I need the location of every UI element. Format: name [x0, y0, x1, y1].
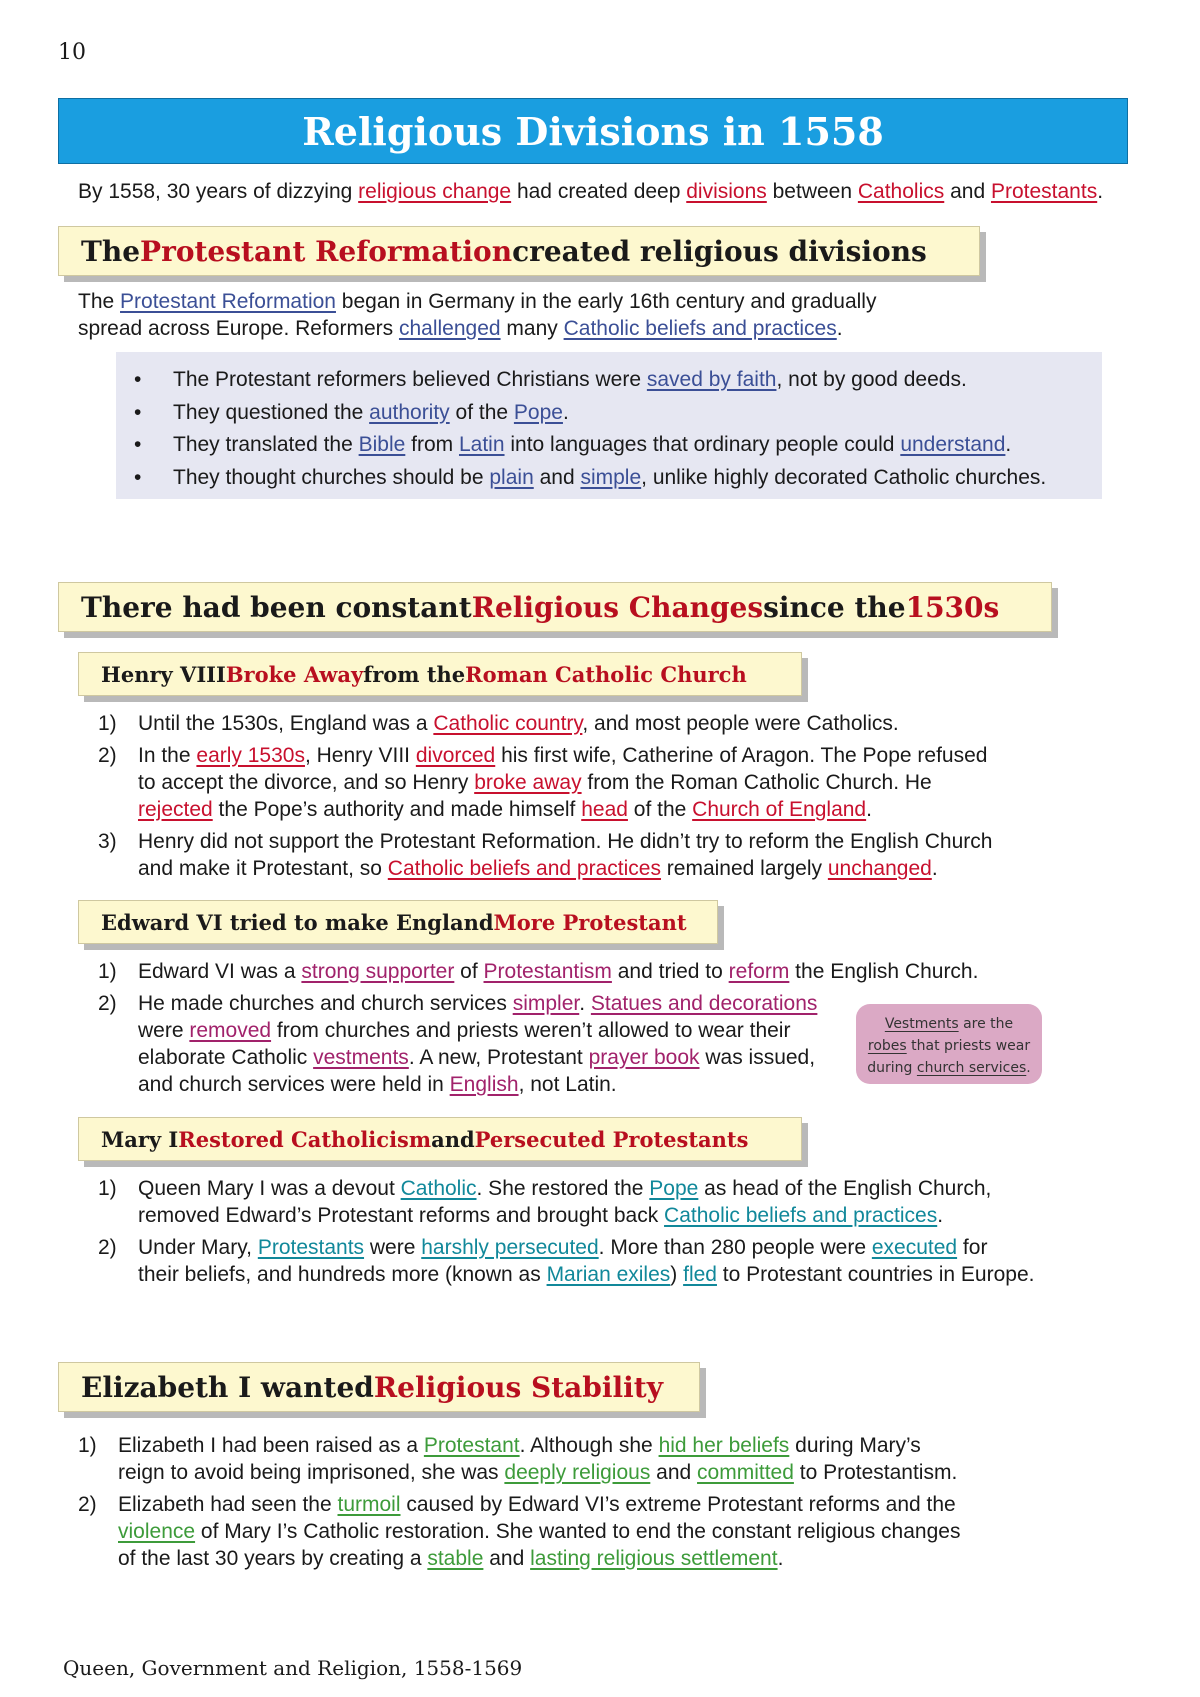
keyword: turmoil	[337, 1493, 401, 1516]
heading-text: Mary I	[101, 1126, 179, 1152]
section-heading-elizabeth	[58, 1362, 700, 1412]
keyword: Protestants	[990, 180, 1098, 203]
text: )	[670, 1263, 684, 1286]
text: many	[500, 317, 564, 340]
keyword: rejected	[138, 798, 213, 821]
heading-text: Elizabeth I wanted	[81, 1370, 374, 1404]
keyword: executed	[871, 1236, 958, 1259]
keyword: religious change	[358, 180, 512, 203]
line	[138, 796, 987, 823]
item-text	[138, 1175, 991, 1229]
page-title: Religious Divisions in 1558	[302, 108, 884, 154]
text: They thought churches should be	[173, 465, 490, 489]
intro-text: By 1558, 30 years of dizzying	[78, 180, 359, 203]
keyword: reform	[728, 960, 790, 983]
keyword: divisions	[686, 180, 767, 203]
heading-highlight: More Protestant	[493, 909, 687, 935]
keyword: removed	[189, 1019, 272, 1042]
text: Elizabeth I had been raised as a	[118, 1434, 424, 1457]
line	[138, 855, 992, 882]
heading-text: The	[81, 234, 141, 268]
line	[138, 958, 978, 985]
paragraph-line	[78, 315, 876, 342]
heading-highlight: Religious Stability	[373, 1370, 663, 1404]
bullet-list	[116, 352, 1102, 494]
intro-paragraph	[78, 178, 1103, 205]
item-number: 1)	[98, 712, 117, 735]
item-number: 3)	[98, 830, 117, 853]
item-number: 1)	[98, 1177, 117, 1200]
section-heading-changes	[58, 582, 1052, 632]
keyword: English	[449, 1073, 519, 1096]
line	[118, 1518, 960, 1545]
text: . Although she	[519, 1434, 659, 1457]
henry-list	[98, 710, 1098, 890]
intro-text: .	[1097, 180, 1104, 203]
paragraph-line	[78, 288, 876, 315]
line	[138, 1044, 817, 1071]
text: spread across Europe. Reformers	[78, 317, 399, 340]
keyword: saved by faith	[646, 368, 777, 391]
text: .	[937, 1204, 944, 1227]
text: .	[836, 317, 843, 340]
text: remained largely	[660, 857, 828, 880]
text: removed Edward’s Protestant reforms and brought back	[138, 1204, 665, 1227]
subheading-mary	[78, 1117, 802, 1161]
keyword: fled	[683, 1263, 717, 1286]
text: and church services were held in	[138, 1073, 450, 1096]
keyword: Catholic beliefs and practices	[664, 1204, 938, 1227]
line	[138, 1261, 1034, 1288]
keyword: Catholic beliefs and practices	[387, 857, 661, 880]
text: of the last 30 years by creating a	[118, 1547, 428, 1570]
text: from churches and priests weren’t allowed to wear their	[271, 1019, 791, 1042]
text: Henry did not support the Protestant Reformation. He didn’t try to reform the English Church	[138, 830, 993, 853]
text: .	[931, 857, 938, 880]
text: the English Church.	[789, 960, 979, 983]
text: .	[866, 798, 872, 821]
mary-list	[98, 1175, 1098, 1295]
elizabeth-list	[78, 1432, 1078, 1582]
line	[118, 1459, 957, 1486]
keyword: Catholic beliefs and practices	[563, 317, 837, 340]
item-number: 1)	[98, 960, 117, 983]
keyword: Vestments	[884, 1016, 959, 1032]
keyword: stable	[427, 1547, 484, 1570]
text: , and most people were Catholics.	[582, 712, 899, 735]
item-text	[138, 958, 978, 985]
item-number: 2)	[98, 1236, 117, 1259]
reformation-bullet-box	[116, 352, 1102, 499]
keyword: early 1530s	[196, 744, 305, 767]
keyword: deeply religious	[504, 1461, 651, 1484]
keyword: hid her beliefs	[658, 1434, 790, 1457]
text: elaborate Catholic	[138, 1046, 314, 1069]
text: and	[533, 465, 581, 489]
item-text	[138, 742, 987, 823]
item-text	[138, 828, 992, 882]
text: Elizabeth had seen the	[118, 1493, 338, 1516]
keyword: Protestants	[257, 1236, 365, 1259]
heading-highlight: Persecuted Protestants	[474, 1126, 749, 1152]
keyword: Protestantism	[483, 960, 612, 983]
line	[138, 769, 987, 796]
intro-text: had created deep	[511, 180, 687, 203]
text: began in Germany in the early 16th century and gradually	[335, 290, 877, 313]
text: for	[957, 1236, 988, 1259]
text: , not by good deeds.	[776, 368, 967, 391]
text: and tried to	[611, 960, 729, 983]
heading-text: from the	[363, 661, 466, 687]
bullet-item	[116, 397, 1102, 430]
text: his first wife, Catherine of Aragon. The Pope refused	[495, 744, 988, 767]
keyword: head	[581, 798, 628, 821]
bullet-item	[116, 364, 1102, 397]
bullet-item	[116, 462, 1102, 495]
keyword: committed	[697, 1461, 794, 1484]
item-number: 2)	[98, 744, 117, 767]
line	[118, 1432, 957, 1459]
line	[138, 1234, 1034, 1261]
line	[138, 828, 992, 855]
text: In the	[138, 744, 197, 767]
heading-highlight: 1530s	[905, 590, 1000, 624]
intro-text: and	[944, 180, 991, 203]
keyword: Catholic country	[433, 712, 583, 735]
text: of the	[449, 400, 514, 424]
text: the Pope’s authority and made himself	[212, 798, 582, 821]
heading-text: created religious divisions	[512, 234, 927, 268]
text: reign to avoid being imprisoned, she was	[118, 1461, 505, 1484]
text: are the	[958, 1016, 1014, 1032]
text: of the	[627, 798, 693, 821]
text: from the Roman Catholic Church. He	[581, 771, 932, 794]
text: into languages that ordinary people could	[504, 433, 901, 456]
bullet-item	[116, 429, 1102, 462]
item-number: 1)	[78, 1434, 97, 1457]
text: to accept the divorce, and so Henry	[138, 771, 475, 794]
line	[138, 1202, 991, 1229]
keyword: authority	[369, 400, 450, 424]
page-footer: Queen, Government and Religion, 1558-1569	[63, 1656, 523, 1680]
text: and	[483, 1547, 531, 1570]
text: that priests wear	[906, 1038, 1031, 1054]
keyword: Catholics	[857, 180, 945, 203]
item-number: 2)	[78, 1493, 97, 1516]
keyword: divorced	[415, 744, 496, 767]
note-line	[856, 1057, 1042, 1079]
heading-highlight: Religious Changes	[471, 590, 764, 624]
keyword: Protestant	[423, 1434, 520, 1457]
keyword: Pope	[513, 400, 563, 424]
text: .	[777, 1547, 784, 1570]
text: caused by Edward VI’s extreme Protestant reforms and the	[400, 1493, 956, 1516]
text: .	[562, 400, 569, 424]
keyword: Statues and decorations	[590, 992, 818, 1015]
text: He made churches and church services	[138, 992, 513, 1015]
item-text	[138, 710, 899, 737]
text: The	[78, 290, 121, 313]
text: was issued,	[699, 1046, 816, 1069]
keyword: Catholic	[400, 1177, 477, 1200]
text: Edward VI was a	[138, 960, 302, 983]
text: were	[138, 1019, 190, 1042]
text: during Mary’s	[789, 1434, 921, 1457]
keyword: Protestant Reformation	[120, 290, 336, 313]
keyword: simpler	[512, 992, 580, 1015]
keyword: robes	[867, 1038, 907, 1054]
keyword: vestments	[313, 1046, 409, 1069]
keyword: Latin	[458, 433, 505, 456]
vestments-note	[856, 1004, 1042, 1084]
keyword: strong supporter	[301, 960, 455, 983]
keyword: plain	[489, 465, 534, 489]
line	[138, 1017, 817, 1044]
text: of Mary I’s Catholic restoration. She wanted to end the constant religious changes	[195, 1520, 961, 1543]
text: .	[1005, 433, 1012, 456]
item-text	[118, 1432, 957, 1486]
keyword: Bible	[358, 433, 406, 456]
heading-text: Edward VI tried to make England	[101, 909, 494, 935]
text: , not Latin.	[518, 1073, 617, 1096]
heading-highlight: Broke Away	[225, 661, 364, 687]
line	[118, 1491, 960, 1518]
heading-highlight: Protestant Reformation	[140, 234, 513, 268]
keyword: Church of England	[692, 798, 867, 821]
text: and make it Protestant, so	[138, 857, 388, 880]
item-text	[138, 990, 817, 1098]
heading-text: and	[431, 1126, 475, 1152]
text: and	[650, 1461, 698, 1484]
reformation-paragraph	[78, 288, 876, 342]
subheading-henry	[78, 652, 802, 696]
line	[138, 1071, 817, 1098]
keyword: understand	[900, 433, 1006, 456]
text: to Protestantism.	[793, 1461, 958, 1484]
keyword: challenged	[398, 317, 501, 340]
text: from	[405, 433, 459, 456]
line	[138, 990, 817, 1017]
text: They questioned the	[173, 400, 370, 424]
section-heading-reformation	[58, 226, 980, 276]
text: their beliefs, and hundreds more (known as	[138, 1263, 547, 1286]
subheading-edward	[78, 900, 718, 944]
keyword: unchanged	[827, 857, 932, 880]
keyword: broke away	[474, 771, 582, 794]
text: were	[364, 1236, 422, 1259]
item-text	[118, 1491, 960, 1572]
text: , unlike highly decorated Catholic churches.	[641, 465, 1047, 489]
title-banner	[58, 98, 1128, 164]
item-text	[138, 1234, 1034, 1288]
text: as head of the English Church,	[698, 1177, 992, 1200]
text: Until the 1530s, England was a	[138, 712, 434, 735]
heading-highlight: Roman Catholic Church	[465, 661, 747, 687]
line	[118, 1545, 960, 1572]
heading-text: Henry VIII	[101, 661, 226, 687]
heading-text: There had been constant	[81, 590, 472, 624]
page-number: 10	[58, 40, 86, 65]
text: The Protestant reformers believed Christians were	[173, 368, 647, 391]
keyword: harshly persecuted	[421, 1236, 599, 1259]
line	[138, 1175, 991, 1202]
item-number: 2)	[98, 992, 117, 1015]
heading-text: since the	[763, 590, 906, 624]
text: of	[454, 960, 484, 983]
text: . A new, Protestant	[408, 1046, 589, 1069]
line	[138, 742, 987, 769]
text: .	[1026, 1060, 1031, 1076]
keyword: prayer book	[588, 1046, 700, 1069]
text: to Protestant countries in Europe.	[716, 1263, 1035, 1286]
text: Under Mary,	[138, 1236, 258, 1259]
keyword: Pope	[649, 1177, 699, 1200]
keyword: church services	[916, 1060, 1027, 1076]
line	[138, 710, 899, 737]
keyword: Marian exiles	[546, 1263, 671, 1286]
keyword: lasting religious settlement	[530, 1547, 778, 1570]
text: . More than 280 people were	[598, 1236, 872, 1259]
text: They translated the	[173, 433, 359, 456]
heading-highlight: Restored Catholicism	[178, 1126, 432, 1152]
keyword: simple	[580, 465, 642, 489]
note-line	[856, 1013, 1042, 1035]
text: during	[867, 1060, 917, 1076]
text: .	[579, 992, 591, 1015]
note-line	[856, 1035, 1042, 1057]
text: . She restored the	[476, 1177, 650, 1200]
intro-text: between	[766, 180, 858, 203]
text: , Henry VIII	[304, 744, 416, 767]
text: Queen Mary I was a devout	[138, 1177, 401, 1200]
keyword: violence	[118, 1520, 196, 1543]
